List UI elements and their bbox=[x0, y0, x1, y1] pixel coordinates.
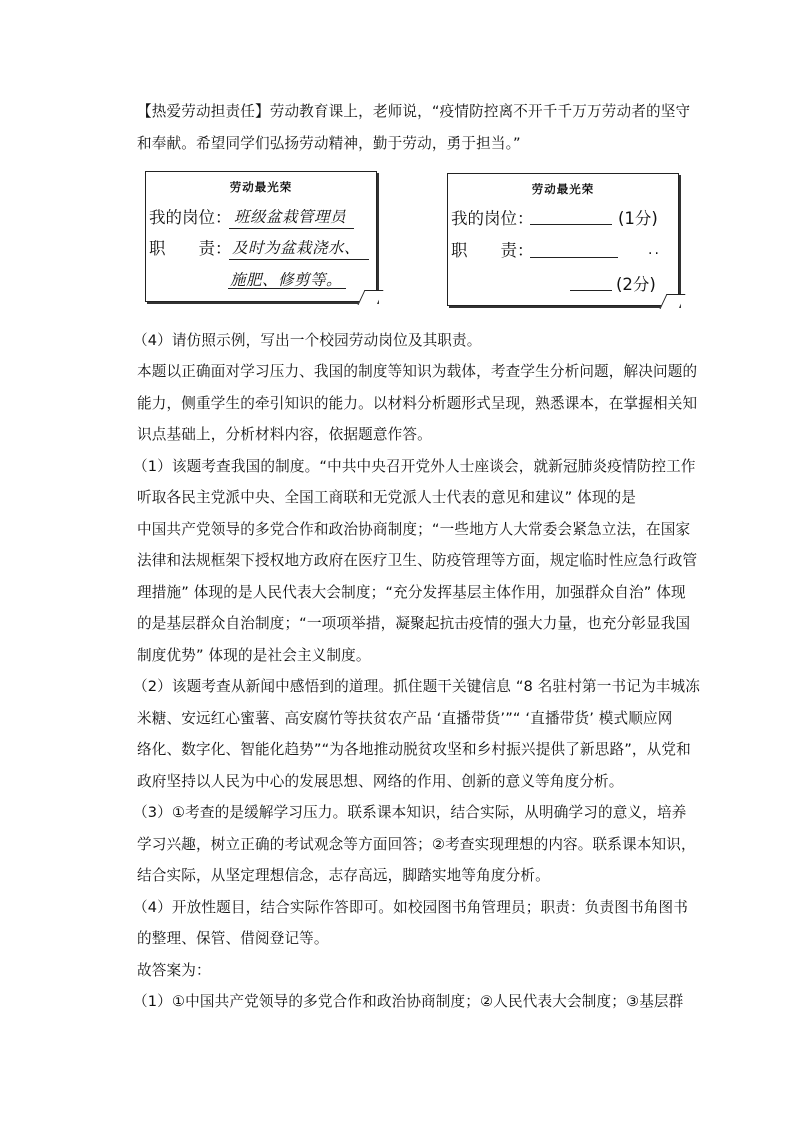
blank-card-title: 劳动最光荣 bbox=[531, 182, 595, 196]
blank-duty-points: (2分) bbox=[616, 275, 656, 294]
text-line: 故答案为： bbox=[137, 962, 211, 979]
text-line: 能力，侧重学生的牵引知识的能力。以材料分析题形式呈现，熟悉课本，在掌握相关知 bbox=[137, 395, 698, 412]
page-curl-icon bbox=[660, 294, 686, 309]
blank-duty-label: 职 责： bbox=[451, 241, 534, 260]
text-line: 的整理、保管、借阅登记等。 bbox=[137, 930, 329, 947]
text-line: 识点基础上，分析材料内容，依据题意作答。 bbox=[137, 426, 432, 443]
example-position-underline bbox=[229, 228, 354, 229]
blank-position-line bbox=[530, 224, 612, 225]
text-line: 政府坚持以人民为中心的发展思想、网络的作用、创新的意义等角度分析。 bbox=[137, 773, 624, 790]
example-duty-label: 职 责： bbox=[149, 239, 232, 258]
blank-card bbox=[447, 173, 679, 306]
text-line: 中国共产党领导的多党合作和政治协商制度；“一些地方人大常委会紧急立法，在国家 bbox=[137, 521, 691, 538]
example-duty-underline-1 bbox=[229, 259, 369, 260]
text-line: 本题以正确面对学习压力、我国的制度等知识为载体，考查学生分析问题，解决问题的 bbox=[137, 363, 698, 380]
text-line: （4）请仿照示例，写出一个校园劳动岗位及其职责。 bbox=[133, 332, 482, 349]
text-line: 米糖、安远红心蜜薯、高安腐竹等扶贫农产品 ‘直播带货’”“ ‘直播带货’ 模式顺应网 bbox=[137, 710, 673, 727]
example-duty-value-1: 及时为盆栽浇水、 bbox=[232, 239, 361, 257]
text-line: 制度优势” 体现的是社会主义制度。 bbox=[137, 647, 371, 664]
example-card-title: 劳动最光荣 bbox=[229, 180, 293, 194]
text-line: （1）该题考查我国的制度。“中共中央召开党外人士座谈会，就新冠肺炎疫情防控工作 bbox=[133, 458, 696, 475]
blank-position-label: 我的岗位： bbox=[451, 209, 534, 228]
blank-duty-dots: .. bbox=[648, 242, 661, 258]
page-curl-icon bbox=[358, 290, 384, 305]
text-line: 理措施” 体现的是人民代表大会制度；“充分发挥基层主体作用，加强群众自治” 体现 bbox=[137, 584, 686, 601]
blank-position-points: (1分) bbox=[618, 209, 658, 228]
blank-duty-line-2 bbox=[570, 290, 612, 291]
blank-duty-line-1 bbox=[530, 257, 618, 258]
text-line: （3）①考查的是缓解学习压力。联系课本知识，结合实际，从明确学习的意义，培养 bbox=[133, 804, 687, 821]
text-line: 学习兴趣，树立正确的考试观念等方面回答；②考查实现理想的内容。联系课本知识， bbox=[137, 836, 696, 853]
text-line: 听取各民主党派中央、全国工商联和无党派人士代表的意见和建议” 体现的是 bbox=[137, 489, 637, 506]
example-position-label: 我的岗位： bbox=[149, 208, 232, 227]
example-position-value: 班级盆栽管理员 bbox=[234, 208, 347, 226]
text-line: （1）①中国共产党领导的多党合作和政治协商制度；②人民代表大会制度；③基层群 bbox=[133, 993, 684, 1010]
example-card bbox=[145, 171, 377, 302]
text-line: 结合实际，从坚定理想信念，志存高远，脚踏实地等角度分析。 bbox=[137, 867, 550, 884]
example-duty-underline-2 bbox=[228, 288, 346, 289]
text-line: 法律和法规框架下授权地方政府在医疗卫生、防疫管理等方面，规定临时性应急行政管 bbox=[137, 552, 698, 569]
text-line: 络化、数字化、智能化趋势”“为各地推动脱贫攻坚和乡村振兴提供了新思路”，从党和 bbox=[137, 741, 691, 758]
text-line: 的是基层群众自治制度；“一项项举措，凝聚起抗击疫情的强大力量，也充分彰显我国 bbox=[137, 615, 691, 632]
intro-line-1: 【热爱劳动担责任】劳动教育课上，老师说，“疫情防控离不开千千万万劳动者的坚守 bbox=[137, 103, 691, 120]
text-line: （4）开放性题目，结合实际作答即可。如校园图书角管理员；职责：负责图书角图书 bbox=[133, 899, 688, 916]
intro-line-2: 和奉献。希望同学们弘扬劳动精神，勤于劳动，勇于担当。” bbox=[137, 135, 521, 152]
example-duty-value-2: 施肥、修剪等。 bbox=[230, 271, 343, 289]
text-line: （2）该题考查从新闻中感悟到的道理。抓住题干关键信息 “8 名驻村第一书记为丰城冻 bbox=[133, 678, 700, 695]
